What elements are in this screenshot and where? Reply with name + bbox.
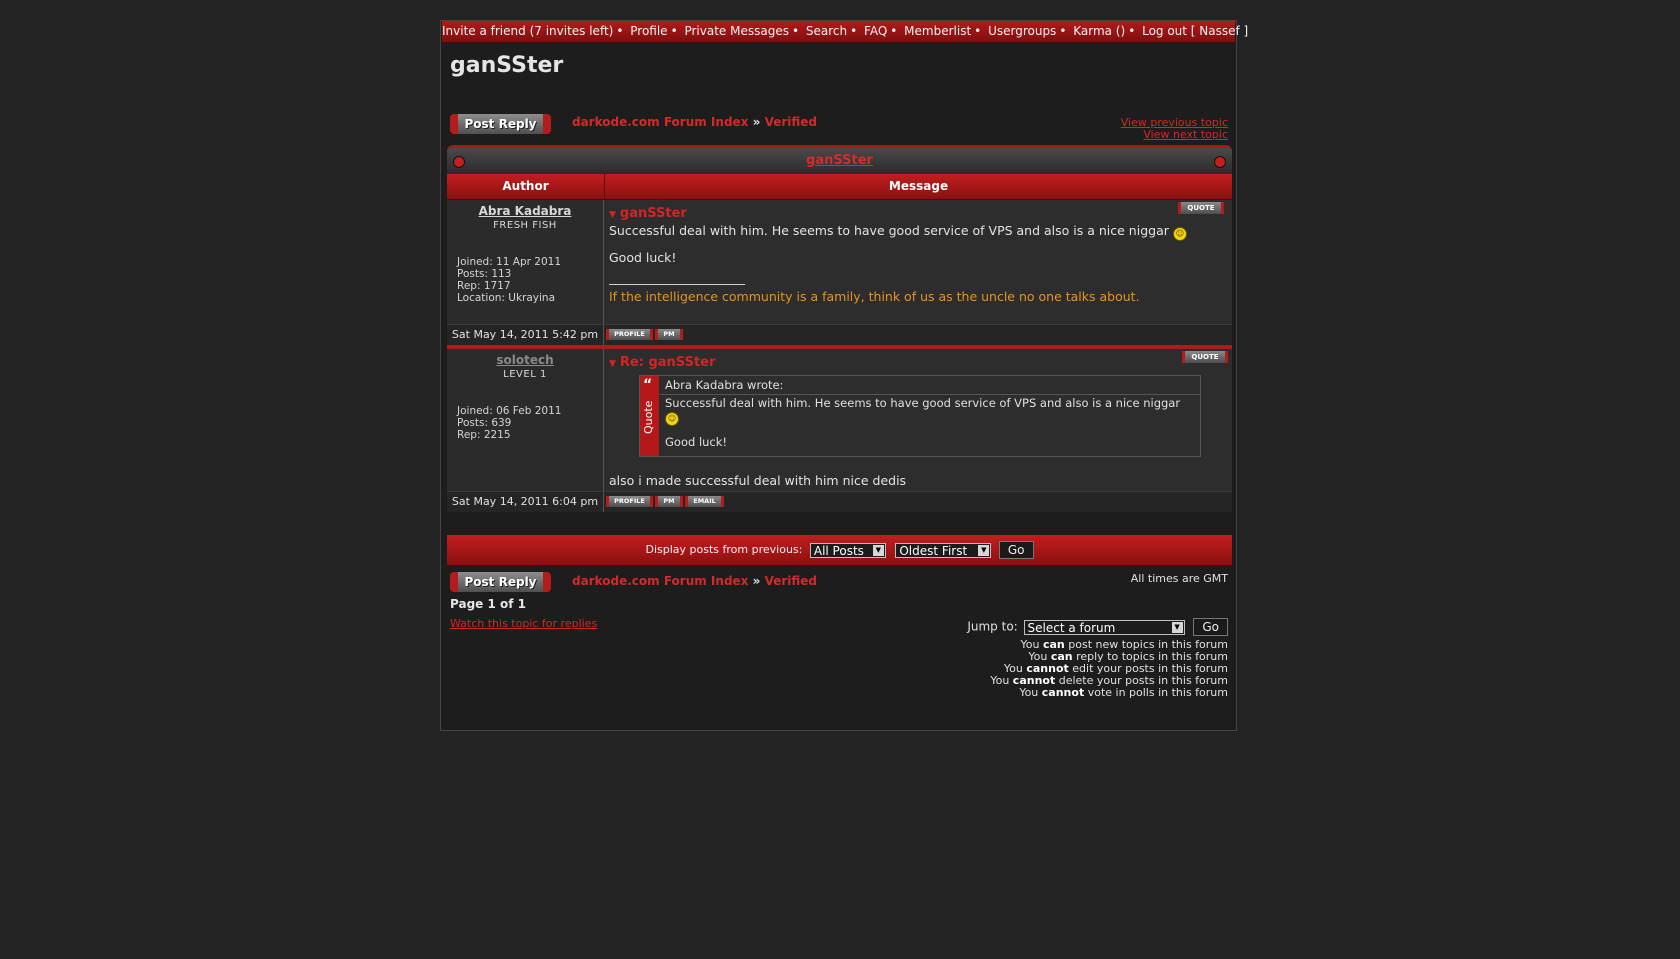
post-author-panel: [447, 200, 604, 324]
quote-button[interactable]: QUOTE: [1178, 202, 1224, 214]
profile-button[interactable]: PROFILE: [606, 496, 653, 507]
profile-button[interactable]: PROFILE: [606, 329, 653, 340]
author-rank: FRESH FISH: [493, 220, 557, 231]
nav-usergroups[interactable]: Usergroups: [988, 24, 1057, 38]
quote-button[interactable]: QUOTE: [1182, 351, 1228, 363]
post-arrow-icon: ▼: [609, 359, 616, 369]
post-2: [447, 349, 1232, 491]
display-options-bar: [447, 535, 1232, 565]
author-column-header: Author: [447, 174, 605, 199]
page-wrapper: [440, 20, 1249, 731]
post-reply-button[interactable]: Post Reply: [450, 114, 551, 134]
quote-label: Quote: [642, 400, 655, 434]
author-posts: Posts: 639: [457, 417, 512, 429]
jump-label: Jump to:: [967, 619, 1018, 634]
quote-author: Abra Kadabra wrote:: [660, 376, 1200, 395]
post-footer: [447, 491, 1232, 512]
breadcrumb: darkode.com Forum Index » Verified: [572, 115, 817, 129]
nav-karma[interactable]: Karma (): [1073, 24, 1126, 38]
permission-line: You cannot edit your posts in this forum: [1003, 662, 1228, 675]
jump-go-button[interactable]: Go: [1193, 618, 1228, 636]
signature-text: If the intelligence community is a family, think of us as the uncle no one talks about.: [609, 289, 1140, 304]
author-joined: Joined: 06 Feb 2011: [457, 405, 562, 417]
display-order-select[interactable]: Oldest First ▼: [895, 543, 991, 558]
chevron-down-icon: ▼: [873, 545, 884, 556]
quote-block: [639, 375, 1201, 457]
signature-divider: [609, 284, 745, 285]
pagination: Page 1 of 1: [450, 597, 526, 611]
post-1: [447, 200, 1232, 324]
top-navigation: Invite a friend (7 invites left) • Profile • Private Messages • Search • FAQ • Memberlist • Usergroups • Karma () • Log out [ Nassef ]: [442, 21, 1235, 43]
permissions-list: [990, 639, 1228, 699]
chevron-down-icon: ▼: [978, 545, 989, 556]
post-message: [605, 200, 1232, 324]
topic-title-link[interactable]: ganSSter: [806, 153, 873, 168]
post-message: [605, 349, 1232, 491]
breadcrumb-forum-link[interactable]: Verified: [764, 115, 817, 129]
nav-invite[interactable]: Invite a friend (7 invites left): [442, 24, 614, 38]
timezone-note: All times are GMT: [1130, 572, 1228, 585]
breadcrumb-index-link[interactable]: darkode.com Forum Index: [572, 115, 749, 129]
header-dot-icon: [453, 156, 465, 168]
email-button[interactable]: EMAIL: [685, 496, 724, 507]
permission-line: You can post new topics in this forum: [1020, 638, 1228, 651]
quote-tab: [640, 376, 659, 456]
author-location: Location: Ukrayina: [457, 292, 556, 304]
author-rep: Rep: 2215: [457, 429, 511, 441]
nav-logout[interactable]: Log out [ Nassef ]: [1142, 24, 1249, 38]
chevron-down-icon: ▼: [1172, 622, 1183, 633]
author-joined: Joined: 11 Apr 2011: [457, 256, 562, 268]
post-body-line: Good luck!: [609, 250, 677, 265]
smiley-icon: ☺: [665, 412, 679, 426]
next-topic-link[interactable]: View next topic: [1143, 128, 1228, 141]
author-name-link[interactable]: Abra Kadabra: [478, 204, 572, 218]
nav-faq[interactable]: FAQ: [864, 24, 888, 38]
author-name-link[interactable]: solotech: [496, 353, 554, 367]
quote-marks-icon: “: [643, 377, 653, 393]
message-column-header: Message: [888, 179, 949, 193]
author-stats: [457, 405, 561, 441]
post-body-line: Successful deal with him. He seems to have good service of VPS and also is a nice niggar ☺: [609, 223, 1187, 241]
nav-search[interactable]: Search: [805, 24, 848, 38]
jump-forum-select[interactable]: Select a forum ▼: [1024, 620, 1185, 635]
author-rank: LEVEL 1: [503, 369, 547, 380]
display-range-select[interactable]: All Posts ▼: [810, 543, 886, 558]
pm-button[interactable]: PM: [655, 329, 683, 340]
post-subject: ▼ Re: ganSSter: [609, 355, 716, 370]
author-stats: [457, 256, 561, 304]
page-title: ganSSter: [450, 53, 564, 78]
breadcrumb-forum-link[interactable]: Verified: [764, 574, 817, 588]
author-posts: Posts: 113: [457, 268, 512, 280]
quote-body: Successful deal with him. He seems to have good service of VPS and also is a nice niggar ☺ Good luck!: [665, 396, 1181, 449]
smiley-icon: ☺: [1173, 227, 1187, 241]
post-body: also i made successful deal with him nice dedis: [609, 473, 907, 488]
header-dot-icon: [1214, 156, 1226, 168]
author-rep: Rep: 1717: [457, 280, 511, 292]
post-subject: ▼ ganSSter: [609, 206, 687, 221]
post-arrow-icon: ▼: [609, 210, 616, 220]
display-label: Display posts from previous:: [645, 543, 803, 556]
breadcrumb-bottom: darkode.com Forum Index » Verified: [572, 574, 817, 588]
permission-line: You cannot vote in polls in this forum: [1019, 686, 1228, 699]
column-headers: [447, 174, 1232, 199]
post-reply-button-bottom[interactable]: Post Reply: [450, 572, 551, 592]
previous-topic-link[interactable]: View previous topic: [1120, 116, 1228, 129]
post-author-panel: [447, 349, 604, 491]
nav-private-messages[interactable]: Private Messages: [684, 24, 789, 38]
post-date: Sat May 14, 2011 6:04 pm: [447, 492, 604, 512]
nav-profile[interactable]: Profile: [630, 24, 668, 38]
post-date: Sat May 14, 2011 5:42 pm: [447, 325, 604, 345]
permission-line: You can reply to topics in this forum: [1028, 650, 1228, 663]
post-footer: [447, 324, 1232, 345]
display-go-button[interactable]: Go: [999, 541, 1034, 559]
jump-to: [967, 618, 1228, 636]
permission-line: You cannot delete your posts in this forum: [990, 674, 1228, 687]
topic-navigation-links: [1121, 117, 1228, 141]
pm-button[interactable]: PM: [655, 496, 683, 507]
topic-header: [447, 145, 1232, 174]
watch-topic-link[interactable]: Watch this topic for replies: [450, 617, 598, 630]
breadcrumb-index-link[interactable]: darkode.com Forum Index: [572, 574, 749, 588]
nav-memberlist[interactable]: Memberlist: [904, 24, 972, 38]
